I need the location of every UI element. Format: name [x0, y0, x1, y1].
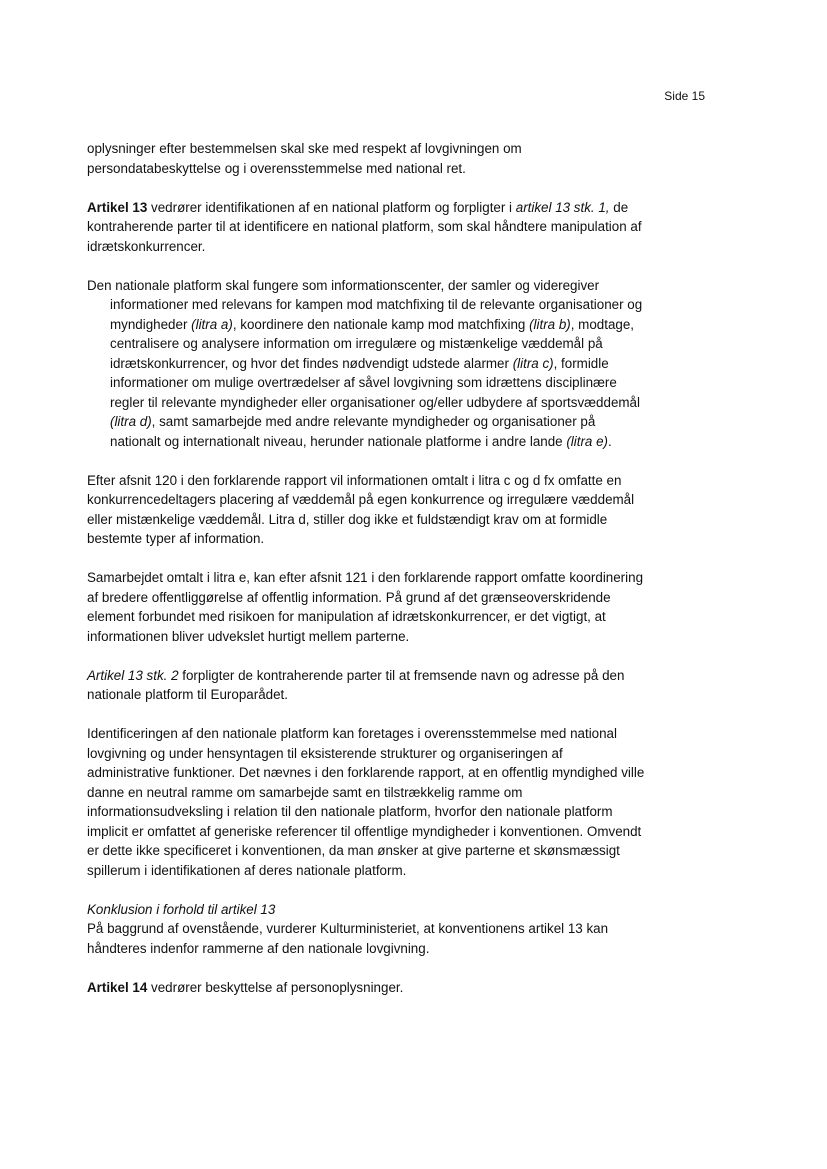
paragraph-data-protection: oplysninger efter bestemmelsen skal ske med respekt af lovgivningen om persondatabeskyttelse og i overensstemmelse med national ret.	[87, 141, 522, 176]
litra-e: (litra e)	[566, 433, 609, 449]
litra-a: (litra a)	[191, 316, 233, 332]
conclusion-heading: Konklusion i forhold til artikel 13	[87, 901, 276, 917]
litra-b: (litra b)	[529, 316, 571, 332]
paragraph-section-120: Efter afsnit 120 i den forklarende rapport vil informationen omtalt i litra c og d fx omfatte en konkurrencedeltagers placering af væddemål på egen konkurrence og irregulære væddemål eller mistænkelige væddemål. Litra d, stiller dog ikke et fuldstændigt krav om at formidle bestemte typer af information.	[87, 472, 635, 546]
paragraph-identification: Identificeringen af den nationale platform kan foretages i overensstemmelse med national lovgivning og under hensyntagen til eksisterende strukturer og organiseringen af administrative funktioner. Det nævnes i den forklarende rapport, at en offentlig myndighed ville danne en neutral ramme om samarbejde samt en tilstrækkelig ramme om informationsudveksling i relation til den nationale platform, hvorfor den nationale platform implicit er omfattet af generiske referencer til offentlige myndigheder i konventionen. Omvendt er dette ikke specificeret i konventionen, da man ønsker at give parterne et skønsmæssigt spillerum i identifikationen af deres nationale platform.	[87, 726, 645, 878]
page-number: Side 15	[664, 89, 705, 103]
article-13-heading: Artikel 13	[87, 199, 148, 215]
paragraph-article-14: Artikel 14 vedrører beskyttelse af personoplysninger.	[87, 979, 404, 995]
paragraph-section-121: Samarbejdet omtalt i litra e, kan efter afsnit 121 i den forklarende rapport omfatte koordinering af bredere offentliggørelse af offentlig information. På grund af det grænseoverskridende element forbundet med risikoen for manipulation af idrætskonkurrencer, er det vigtigt, at informationen bliver udvekslet hurtigt mellem parterne.	[87, 570, 644, 644]
document-body	[87, 139, 647, 997]
conclusion-section	[87, 900, 647, 959]
paragraph-article-13: Artikel 13 vedrører identifikationen af en national platform og forpligter i artikel 13 stk. 1, de kontraherende parter til at identificere en national platform, som skal håndtere manipulation af idrætskonkurrencer.	[87, 199, 642, 254]
article-14-heading: Artikel 14	[87, 979, 148, 995]
paragraph-national-platform-tasks: Den nationale platform skal fungere som informationscenter, der samler og videregiver informationer med relevans for kampen mod matchfixing til de relevante organisationer og myndigheder (litra a), koordinere den nationale kamp mod matchfixing (litra b), modtage, centralisere og analysere information om irregulære og mistænkelige væddemål på idrætskonkurrencer, og hvor det findes nødvendigt udstede alarmer (litra c), formidle informationer om mulige overtrædelser af såvel lovgivning som idrættens disciplinære regler til relevante myndigheder eller organisationer og/eller udbydere af sportsvæddemål (litra d), samt samarbejde med andre relevante myndigheder og organisationer på nationalt og internationalt niveau, herunder nationale platforme i andre lande (litra e).	[87, 277, 643, 449]
article-13-stk-1-reference: artikel 13 stk. 1,	[515, 199, 610, 215]
article-13-stk-2-reference: Artikel 13 stk. 2	[87, 667, 179, 683]
litra-d: (litra d)	[110, 414, 152, 429]
litra-c: (litra c)	[512, 355, 554, 371]
conclusion-text: På baggrund af ovenstående, vurderer Kulturministeriet, at konventionens artikel 13 kan håndteres indenfor rammerne af den nationale lovgivning.	[87, 921, 609, 956]
paragraph-article-13-stk-2: Artikel 13 stk. 2 forpligter de kontraherende parter til at fremsende navn og adresse på den nationale platform til Europarådet.	[87, 667, 625, 702]
